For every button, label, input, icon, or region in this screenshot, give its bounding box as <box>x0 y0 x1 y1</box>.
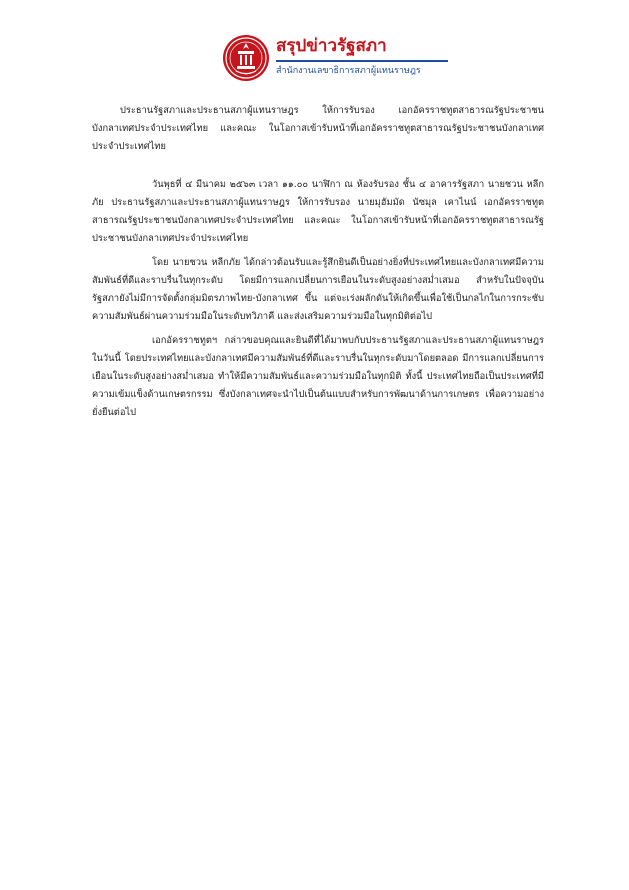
header-subtitle: สำนักงานเลขาธิการสภาผู้แทนราษฎร <box>276 66 421 76</box>
header-divider <box>276 60 448 62</box>
article-paragraph: วันพุธที่ ๔ มีนาคม ๒๕๖๓ เวลา ๑๑.๐๐ นาฬิกา ณ ห้องรับรอง ชั้น ๔ อาคารรัฐสภา นายชวน หลีกภัย ประธานรัฐสภาและประธานสภาผู้แทนราษฎร ให้การรับรอง นายมุฮัมมัด นัซมุล เคาไนน์ เอกอัครราชทูตสาธารณรัฐประชาชนบังกลาเทศประจำประเทศไทย และคณะ ในโอกาสเข้ารับหน้าที่เอกอัครราชทูตสาธารณรัฐประชาชนบังกลาเทศประจำประเทศไทย <box>92 179 544 244</box>
document-header <box>222 34 452 84</box>
parliament-seal-icon <box>222 34 270 82</box>
article-paragraph: เอกอัครราชทูตฯ กล่าวขอบคุณและยินดีที่ได้มาพบกับประธานรัฐสภาและประธานสภาผู้แทนราษฎรในวันนี้ โดยประเทศไทยและบังกลาเทศมีความสัมพันธ์ที่ดีและราบรื่นในทุกระดับมาโดยตลอด มีการแลกเปลี่ยนการเยือนในระดับสูงอย่างสม่ำเสมอ ทำให้มีความสัมพันธ์และความร่วมมือในทุกมิติ ทั้งนี้ ประเทศไทยถือเป็นประเทศที่มีความเข้มแข็งด้านเกษตรกรรม ซึ่งบังกลาเทศจะนำไปเป็นต้นแบบสำหรับการพัฒนาด้านการเกษตร เพื่อความอย่างยั่งยืนต่อไป <box>92 335 544 418</box>
article-lead: ประธานรัฐสภาและประธานสภาผู้แทนราษฎร ให้การรับรอง เอกอัครราชทูตสาธารณรัฐประชาชนบังกลาเทศประจำประเทศไทย และคณะ ในโอกาสเข้ารับหน้าที่เอกอัครราชทูตสาธารณรัฐประชาชนบังกลาเทศประจำประเทศไทย <box>92 105 544 152</box>
article-paragraph: โดย นายชวน หลีกภัย ได้กล่าวต้อนรับและรู้สึกยินดีเป็นอย่างยิ่งที่ประเทศไทยและบังกลาเทศมีความสัมพันธ์ที่ดีและราบรื่นในทุกระดับ โดยมีการแลกเปลี่ยนการเยือนในระดับสูงอย่างสม่ำเสมอ สำหรับในปัจจุบัน รัฐสภายังไม่มีการจัดตั้งกลุ่มมิตรภาพไทย-บังกลาเทศ ขึ้น แต่จะเร่งผลักดันให้เกิดขึ้นเพื่อใช้เป็นกลไกในการกระชับความสัมพันธ์ผ่านความร่วมมือในระดับทวิภาคี และส่งเสริมความร่วมมือในทุกมิติต่อไป <box>92 257 544 322</box>
header-title: สรุปข่าวรัฐสภา <box>276 36 387 56</box>
article-body <box>92 102 544 428</box>
